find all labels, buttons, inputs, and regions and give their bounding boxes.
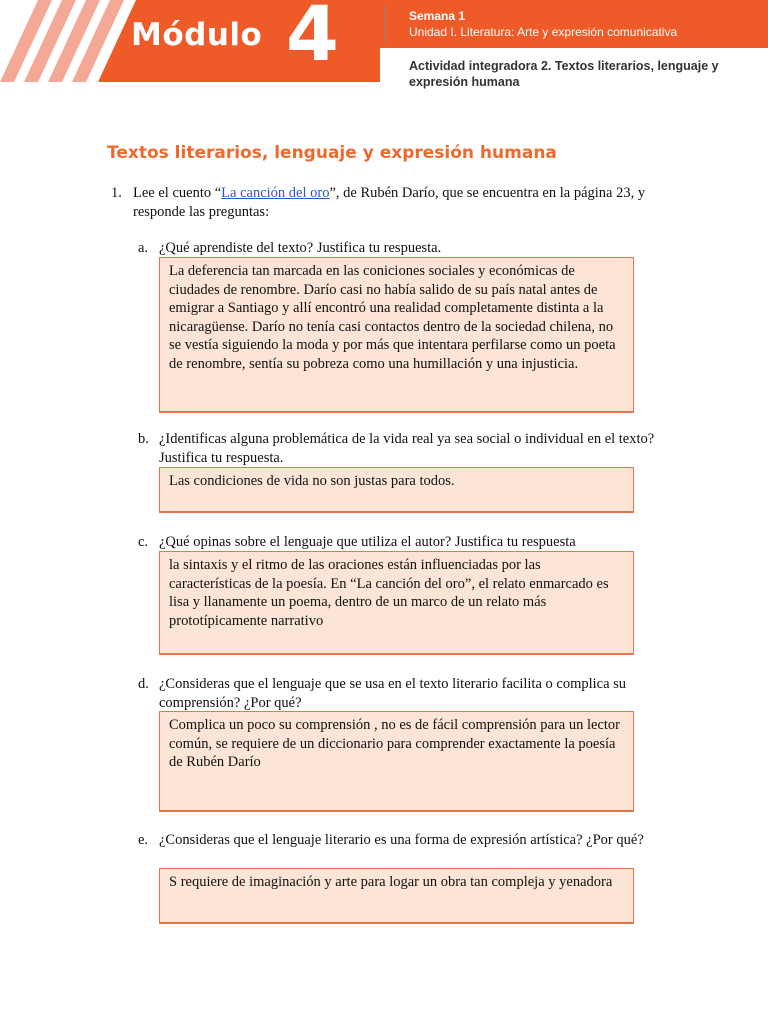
subquestion-letter: c. xyxy=(138,534,149,550)
page-title: Textos literarios, lenguaje y expresión humana xyxy=(107,143,557,163)
module-label: Módulo xyxy=(131,17,263,53)
week-label: Semana 1 xyxy=(409,9,466,23)
subquestion-text: ¿Qué aprendiste del texto? Justifica tu respuesta. xyxy=(159,240,442,256)
subquestion-letter: b. xyxy=(138,431,149,447)
module-header-banner xyxy=(0,0,768,100)
subquestion-text: ¿Consideras que el lenguaje que se usa en el texto literario facilita o complica su comprensión? ¿Por qué? xyxy=(159,676,627,711)
module-number: 4 xyxy=(286,0,339,78)
answer-box-e[interactable]: S requiere de imaginación y arte para logar un obra tan compleja y yenadora xyxy=(159,868,634,924)
subquestion-letter: e. xyxy=(138,832,149,848)
answer-box-b[interactable]: Las condiciones de vida no son justas para todos. xyxy=(159,467,634,513)
activity-title: Actividad integradora 2. Textos literarios, lenguaje y expresión humana xyxy=(409,59,719,89)
header-divider xyxy=(385,4,386,42)
subquestion-text: ¿Consideras que el lenguaje literario es una forma de expresión artística? ¿Por qué? xyxy=(159,832,644,848)
answer-box-d[interactable]: Complica un poco su comprensión , no es de fácil comprensión para un lector común, se requiere de un diccionario para comprender exactamente la poesía de Rubén Darío xyxy=(159,711,634,812)
subquestion-text: ¿Identificas alguna problemática de la vida real ya sea social o individual en el texto? Justifica tu respuesta. xyxy=(159,431,655,466)
question-number: 1. xyxy=(111,185,122,201)
subquestion-letter: a. xyxy=(138,240,149,256)
subquestion-text: ¿Qué opinas sobre el lenguaje que utiliza el autor? Justifica tu respuesta xyxy=(159,534,576,550)
story-link[interactable]: La canción del oro xyxy=(221,185,330,201)
answer-box-c[interactable]: la sintaxis y el ritmo de las oraciones están influenciadas por las características de la poesía. En “La canción del oro”, el relato enmarcado es lisa y llanamente un poema, dentro de un marco de un relato más prototípicamente narrativo xyxy=(159,551,634,655)
question-text xyxy=(133,184,663,222)
answer-box-a[interactable]: La deferencia tan marcada en las coniciones sociales y económicas de ciudades de renombre. Darío casi no había salido de su país natal antes de emigrar a Santiago y allí encontró una realidad completamente distinta a la nicaragüense. Darío no tenía casi contactos dentro de la sociedad chilena, no se vestía siguiendo la moda y por más que intentara perfilarse como un poeta de renombre, sentía su pobreza como una humillación y una injusticia. xyxy=(159,257,634,413)
question-text-after: ”, de Rubén Darío, que se encuentra en la página 23, y responde las preguntas: xyxy=(133,185,646,220)
subquestion-letter: d. xyxy=(138,676,149,692)
unit-label: Unidad I. Literatura: Arte y expresión comunicativa xyxy=(409,25,678,39)
question-text-before: Lee el cuento “ xyxy=(133,185,222,201)
